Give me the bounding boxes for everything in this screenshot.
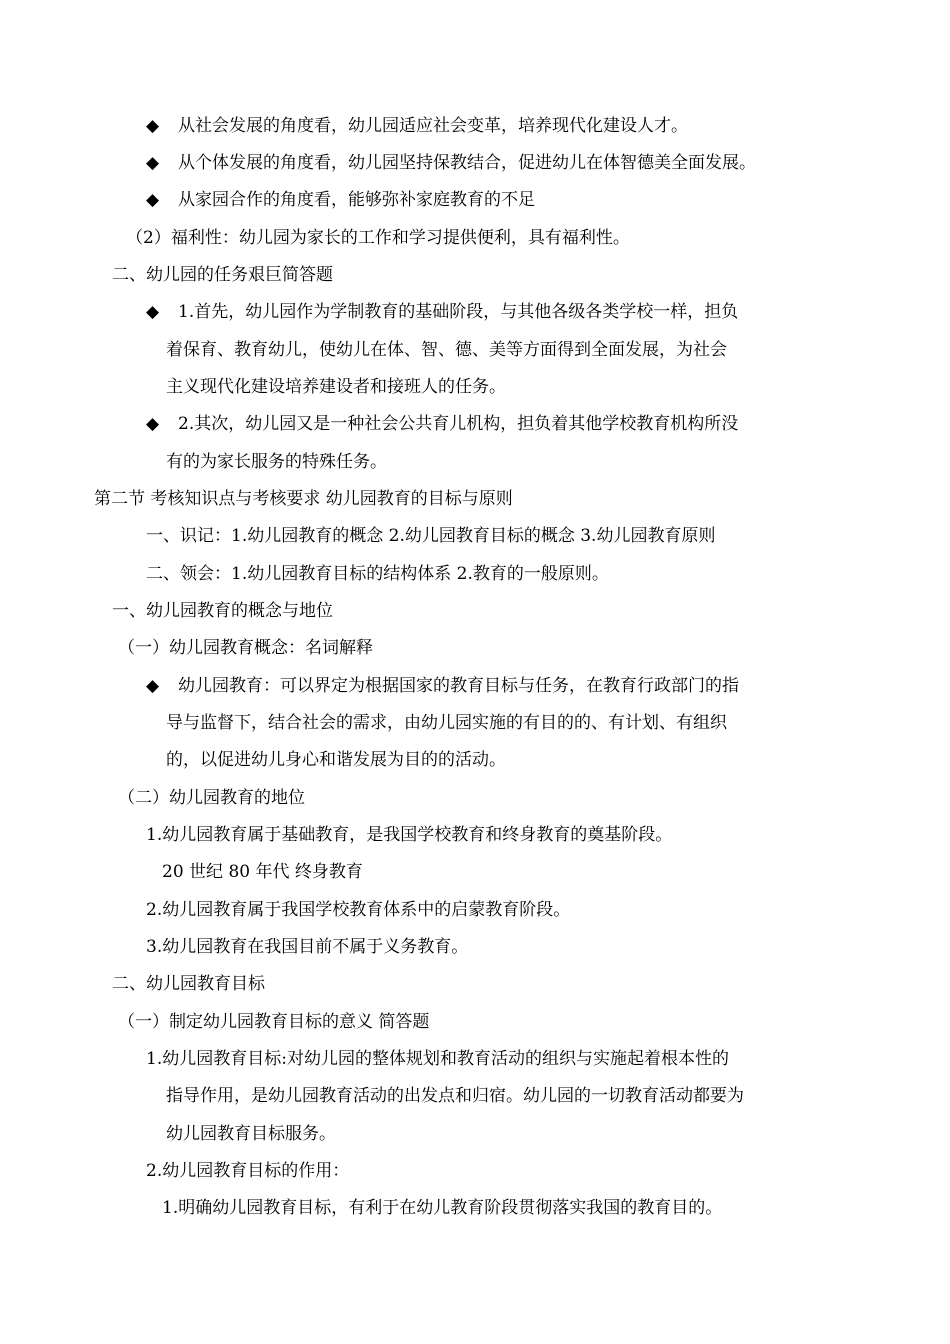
bullet-diamond-icon: ◆ (146, 190, 160, 210)
heading-tasks: 二、幼儿园的任务艰巨简答题 (112, 265, 333, 285)
goal1-line3: 幼儿园教育目标服务。 (166, 1124, 336, 1144)
bullet-family-cooperation: 从家园合作的角度看，能够弥补家庭教育的不足 (178, 190, 535, 210)
requirement-understand: 二、领会：1.幼儿园教育目标的结构体系 2.教育的一般原则。 (146, 564, 609, 584)
task2-line1: 2.其次，幼儿园又是一种社会公共育儿机构，担负着其他学校教育机构所没 (178, 414, 739, 434)
status-note: 20 世纪 80 年代 终身教育 (162, 862, 363, 882)
status-item-1: 1.幼儿园教育属于基础教育，是我国学校教育和终身教育的奠基阶段。 (146, 825, 673, 845)
task1-line3: 主义现代化建设培养建设者和接班人的任务。 (166, 377, 506, 397)
heading-concept-status: 一、幼儿园教育的概念与地位 (112, 601, 333, 621)
section-heading: 第二节 考核知识点与考核要求 幼儿园教育的目标与原则 (94, 489, 513, 509)
requirement-memorize: 一、识记：1.幼儿园教育的概念 2.幼儿园教育目标的概念 3.幼儿园教育原则 (146, 526, 716, 546)
goal1-line2: 指导作用，是幼儿园教育活动的出发点和归宿。幼儿园的一切教育活动都要为 (166, 1086, 744, 1106)
heading-goals: 二、幼儿园教育目标 (112, 974, 265, 994)
subheading-concept: （一）幼儿园教育概念：名词解释 (118, 638, 373, 658)
definition-line1: 幼儿园教育：可以界定为根据国家的教育目标与任务，在教育行政部门的指 (178, 676, 739, 696)
bullet-social-development: 从社会发展的角度看，幼儿园适应社会变革，培养现代化建设人才。 (178, 116, 688, 136)
goal1-line1: 1.幼儿园教育目标:对幼儿园的整体规划和教育活动的组织与实施起着根本性的 (146, 1049, 729, 1069)
subheading-goals-significance: （一）制定幼儿园教育目标的意义 简答题 (118, 1012, 430, 1032)
task1-line2: 着保育、教育幼儿，使幼儿在体、智、德、美等方面得到全面发展，为社会 (166, 340, 727, 360)
task2-line2: 有的为家长服务的特殊任务。 (166, 452, 387, 472)
definition-line2: 导与监督下，结合社会的需求，由幼儿园实施的有目的的、有计划、有组织 (166, 713, 727, 733)
goal2-item-1: 1.明确幼儿园教育目标，有利于在幼儿教育阶段贯彻落实我国的教育目的。 (162, 1198, 723, 1218)
bullet-diamond-icon: ◆ (146, 414, 160, 434)
bullet-diamond-icon: ◆ (146, 116, 160, 136)
goal2-heading: 2.幼儿园教育目标的作用： (146, 1161, 350, 1181)
status-item-3: 3.幼儿园教育在我国目前不属于义务教育。 (146, 937, 469, 957)
bullet-diamond-icon: ◆ (146, 302, 160, 322)
status-item-2: 2.幼儿园教育属于我国学校教育体系中的启蒙教育阶段。 (146, 900, 571, 920)
paragraph-welfare: （2）福利性：幼儿园为家长的工作和学习提供便利，具有福利性。 (126, 228, 630, 248)
definition-line3: 的，以促进幼儿身心和谐发展为目的的活动。 (166, 750, 506, 770)
bullet-diamond-icon: ◆ (146, 153, 160, 173)
subheading-status: （二）幼儿园教育的地位 (118, 788, 305, 808)
bullet-diamond-icon: ◆ (146, 676, 160, 696)
bullet-individual-development: 从个体发展的角度看，幼儿园坚持保教结合，促进幼儿在体智德美全面发展。 (178, 153, 756, 173)
task1-line1: 1.首先，幼儿园作为学制教育的基础阶段，与其他各级各类学校一样，担负 (178, 302, 739, 322)
